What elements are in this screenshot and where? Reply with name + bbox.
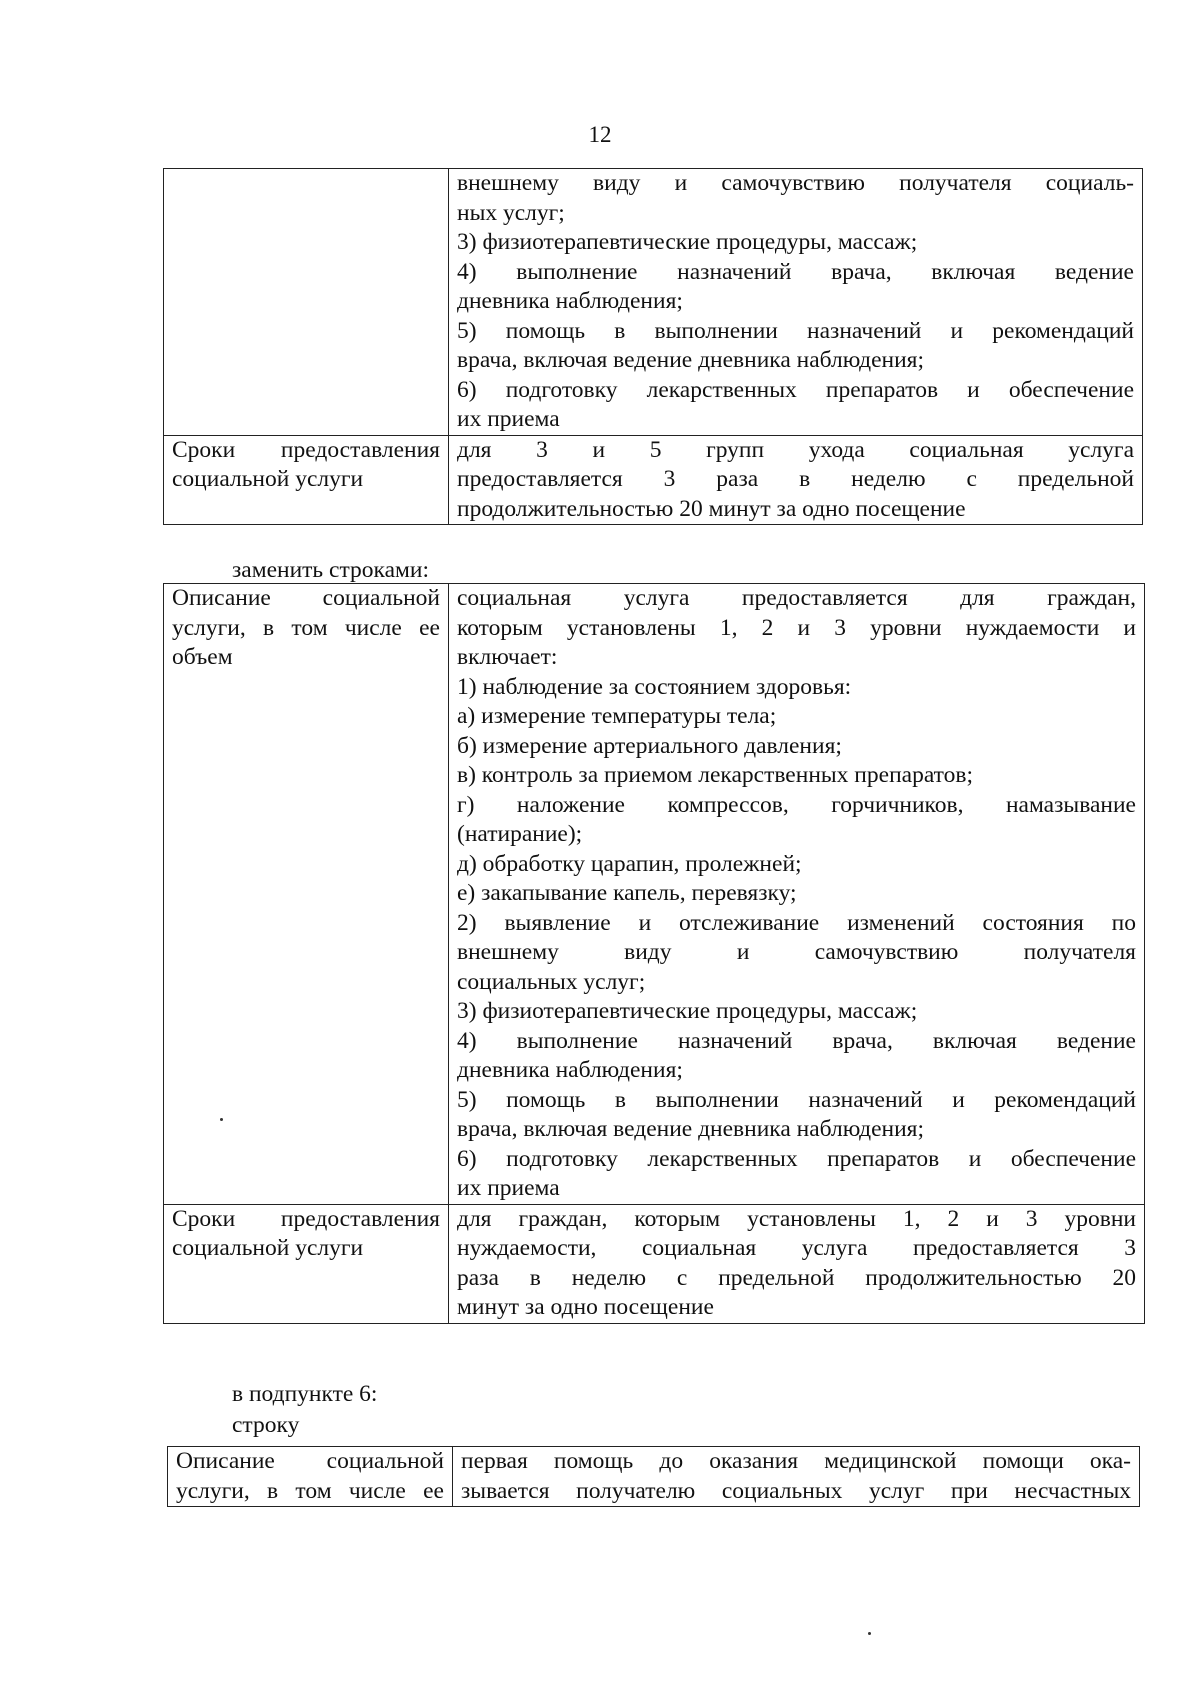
- table-row: [164, 169, 1143, 436]
- row-label: строку: [232, 1412, 300, 1438]
- table-previous-rows: [163, 168, 1143, 525]
- row-content-cell: [449, 435, 1143, 525]
- text-line: социальных услуг;: [457, 968, 646, 995]
- text-line: 3) физиотерапевтические процедуры, массаж;: [457, 998, 918, 1024]
- text-line: социальная услуга предоставляется для граждан,: [457, 585, 1136, 611]
- text-line: 2) выявление и отслеживание изменений состояния по: [457, 909, 1136, 936]
- scan-speck: [868, 1632, 871, 1635]
- row-label-line: Описание социальной: [172, 585, 440, 611]
- text-line: внешнему виду и самочувствию получателя социаль-: [457, 170, 1134, 196]
- text-line: д) обработку царапин, пролежней;: [457, 850, 802, 877]
- text-line: 1) наблюдение за состоянием здоровья:: [457, 673, 852, 700]
- row-content-cell: [453, 1447, 1140, 1507]
- table-row: [164, 1204, 1145, 1323]
- text-line: 6) подготовку лекарственных препаратов и обеспечение: [457, 1145, 1136, 1172]
- text-line: а) измерение температуры тела;: [457, 703, 777, 729]
- text-line: которым установлены 1, 2 и 3 уровни нуждаемости и: [457, 614, 1136, 641]
- text-line: зывается получателю социальных услуг при несчастных: [461, 1477, 1131, 1504]
- text-line: для граждан, которым установлены 1, 2 и 3 уровни: [457, 1205, 1136, 1232]
- row-label-line: Сроки предоставления: [172, 1205, 440, 1232]
- page-number: 12: [588, 122, 612, 147]
- table-row: [164, 584, 1145, 1205]
- subitem-label: в подпункте 6:: [232, 1381, 378, 1407]
- text-line: внешнему виду и самочувствию получателя: [457, 939, 1136, 965]
- text-line: предоставляется 3 раза в неделю с предельной: [457, 466, 1134, 492]
- text-line: 4) выполнение назначений врача, включая ведение: [457, 258, 1134, 285]
- row-label-line: объем: [172, 644, 233, 670]
- text-line: б) измерение артериального давления;: [457, 732, 842, 759]
- row-label-cell: [164, 435, 449, 525]
- text-line: включает:: [457, 644, 558, 670]
- text-line: в) контроль за приемом лекарственных препаратов;: [457, 762, 973, 788]
- text-line: врача, включая ведение дневника наблюдения;: [457, 1116, 925, 1142]
- row-label-line: социальной услуги: [172, 466, 364, 492]
- row-label-line: Сроки предоставления: [172, 436, 440, 463]
- row-content-cell: [449, 584, 1145, 1205]
- row-content-cell: [449, 169, 1143, 436]
- text-line: раза в неделю с предельной продолжительностью 20: [457, 1264, 1136, 1291]
- text-line: их приема: [457, 406, 560, 432]
- table-next-rows: [167, 1446, 1140, 1507]
- text-line: для 3 и 5 групп ухода социальная услуга: [457, 436, 1134, 463]
- text-line: минут за одно посещение: [457, 1294, 714, 1320]
- table-new-rows: [163, 583, 1145, 1324]
- text-line: продолжительностью 20 минут за одно посещение: [457, 495, 966, 522]
- row-label-cell: [164, 1204, 449, 1323]
- row-label-line: социальной услуги: [172, 1235, 364, 1261]
- text-line: нуждаемости, социальная услуга предоставляется 3: [457, 1235, 1136, 1261]
- text-line: 3) физиотерапевтические процедуры, массаж;: [457, 229, 918, 255]
- text-line: дневника наблюдения;: [457, 288, 683, 314]
- text-line: врача, включая ведение дневника наблюдения;: [457, 347, 925, 373]
- row-label-cell: [168, 1447, 453, 1507]
- scan-speck: [220, 1118, 223, 1121]
- text-line: (натирание);: [457, 821, 583, 847]
- text-line: их приема: [457, 1175, 560, 1201]
- text-line: дневника наблюдения;: [457, 1057, 683, 1083]
- text-line: первая помощь до оказания медицинской помощи ока-: [461, 1448, 1131, 1474]
- row-label-line: Описание социальной: [176, 1448, 444, 1474]
- text-line: г) наложение компрессов, горчичников, намазывание: [457, 791, 1136, 818]
- text-line: 5) помощь в выполнении назначений и рекомендаций: [457, 317, 1134, 344]
- text-line: е) закапывание капель, перевязку;: [457, 880, 797, 906]
- replace-label: заменить строками:: [232, 557, 429, 583]
- table-row: [168, 1447, 1140, 1507]
- row-label-cell: [164, 169, 449, 436]
- text-line: 5) помощь в выполнении назначений и рекомендаций: [457, 1086, 1136, 1113]
- row-content-cell: [449, 1204, 1145, 1323]
- text-line: 6) подготовку лекарственных препаратов и обеспечение: [457, 376, 1134, 403]
- row-label-cell: [164, 584, 449, 1205]
- text-line: 4) выполнение назначений врача, включая ведение: [457, 1027, 1136, 1054]
- row-label-line: услуги, в том числе ее: [172, 614, 440, 641]
- table-row: [164, 435, 1143, 525]
- row-label-line: услуги, в том числе ее: [176, 1477, 444, 1504]
- text-line: ных услуг;: [457, 199, 565, 226]
